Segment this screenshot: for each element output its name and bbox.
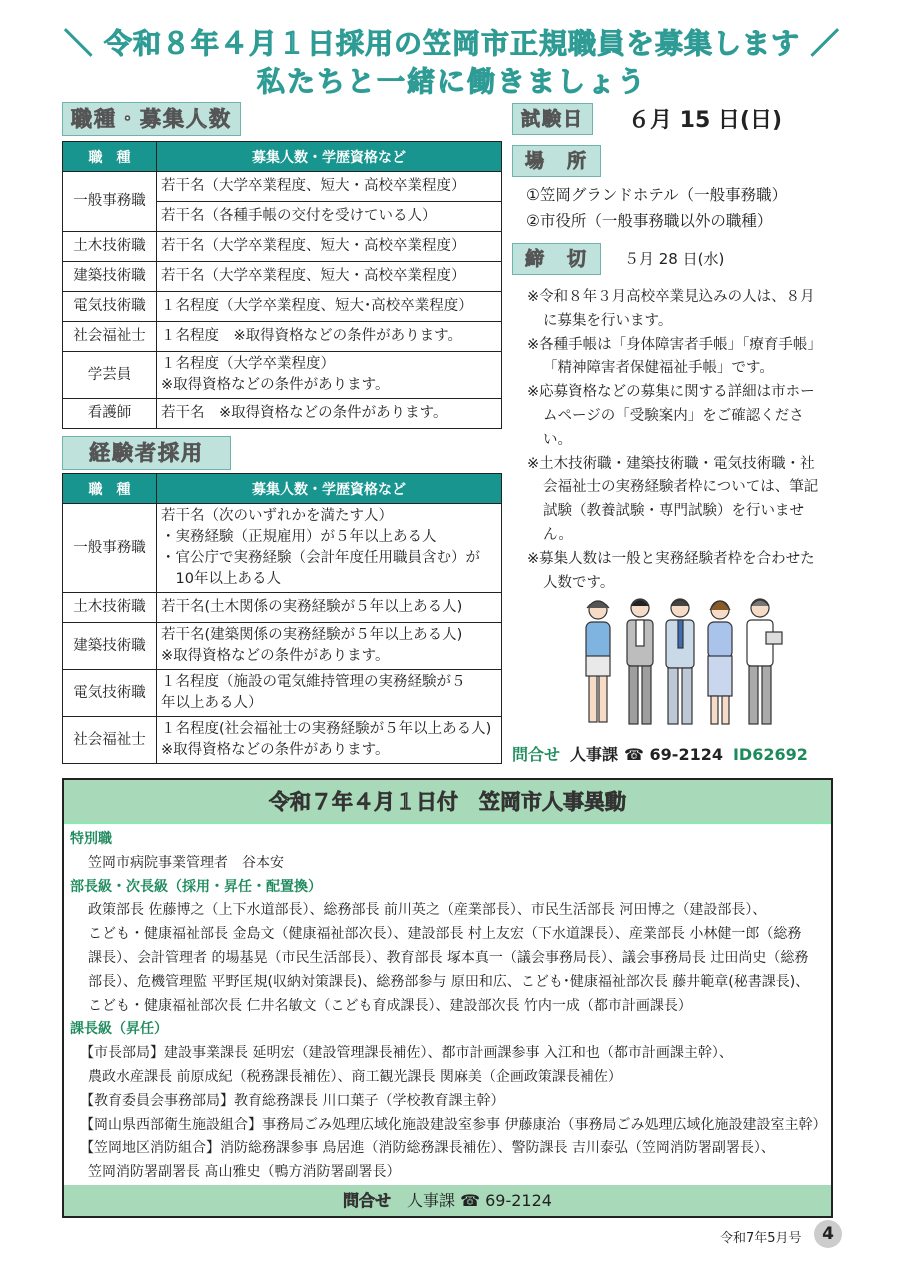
table-row [63,504,502,593]
job-detail-line: ※取得資格などの条件があります。 [161,742,390,758]
job-detail-line: 年以上ある人） [161,695,263,711]
job-title: 建築技術職 [63,623,157,670]
personnel-section-heading: 特別職 [70,831,112,847]
section-heading-positions: 職種・募集人数 [62,102,241,136]
job-title: 学芸員 [63,352,157,399]
table-row [63,593,502,623]
table-row [63,322,502,352]
personnel-contact-label: 問合せ [343,1191,392,1210]
job-title: 建築技術職 [63,262,157,292]
personnel-line: こども・健康福祉部長 金島文（健康福祉部次長）、建設部長 村上友宏（下水道課長）、産業部長 小林健一郎（総務 [88,926,802,943]
positions-table [62,141,502,429]
job-title: 一般事務職 [63,504,157,593]
job-detail-line: ・官公庁で実務経験（会計年度任用職員含む）が [161,550,480,566]
job-detail-line: １名程度（大学卒業程度） [161,356,335,372]
sub-title: 私たちと一緒に働きましょう [256,65,647,98]
job-detail [157,262,502,292]
personnel-line: 【教育委員会事務部局】教育総務課長 川口葉子（学校教育課主幹） [80,1092,505,1109]
personnel-line: 部長）、危機管理監 平野匡規(収納対策課長)、総務部参与 原田和広、こども･健康福祉部次長 藤井範章(秘書課長)、 [88,973,810,990]
personnel-line: こども・健康福祉部次長 仁井名敏文（こども育成課長）、建設部次長 竹内一成（都市計画課長） [88,997,692,1014]
job-detail [157,232,502,262]
personnel-section-heading: 部長級・次長級（採用・昇任・配置換） [70,878,322,895]
personnel-line: 【市長部局】建設事業課長 延明宏（建設管理課長補佐）、都市計画課参事 入江和也（都市計画課主幹）、 [80,1045,733,1062]
job-title: 一般事務職 [63,172,157,232]
job-detail-line: ・実務経験（正規雇用）が５年以上ある人 [161,529,437,545]
deadline: ５月 28 日(水) [624,250,725,268]
personnel-section-heading: 課長級（昇任） [70,1021,168,1038]
personnel-title: 令和７年４月１日付 笠岡市人事異動 [64,780,831,824]
job-detail [157,352,502,399]
exam-place-2: ②市役所（一般事務職以外の職種） [526,212,773,230]
experienced-table [62,473,502,764]
personnel-contact [64,1185,831,1216]
table-row [63,172,502,202]
personnel-changes-box [62,778,833,1218]
contact-info [512,742,808,765]
issue-date: 令和7年5月号 [720,1231,802,1246]
job-title: 社会福祉士 [63,322,157,352]
job-detail-line: １名程度（大学卒業程度、短大･高校卒業程度） [161,298,473,314]
note-item: ※令和８年３月高校卒業見込みの人は、８月に募集を行います。 [527,289,815,329]
job-detail [157,292,502,322]
job-detail-line: 若干名(建築関係の実務経験が５年以上ある人) [161,627,463,643]
job-detail: 若干名（大学卒業程度、短大・高校卒業程度） [157,172,502,202]
notes-list [527,286,827,595]
table-row [63,717,502,764]
job-detail-line: 若干名（次のいずれかを満たす人） [161,508,393,524]
contact-id: ID62692 [732,745,808,764]
exam-date-label: 試験日 [512,103,593,135]
job-title: 土木技術職 [63,593,157,623]
main-title: ＼ 令和８年４月１日採用の笠岡市正規職員を募集します ／ [64,27,840,60]
contact-phone: ☎ 69-2124 [624,745,723,764]
personnel-contact-text: 人事課 ☎ 69-2124 [407,1191,552,1210]
personnel-line: 政策部長 佐藤博之（上下水道部長）、総務部長 前川英之（産業部長）、市民生活部長 河田博之（建設部長）、 [88,902,767,919]
job-detail [157,322,502,352]
job-detail: 若干名（各種手帳の交付を受けている人） [157,202,502,232]
job-title: 看護師 [63,399,157,429]
job-detail-line: １名程度（施設の電気維持管理の実務経験が５ [161,674,466,690]
contact-label: 問合せ [512,745,561,764]
exam-date: ６月 15 日(日) [628,108,783,133]
personnel-line: 【岡山県西部衛生施設組合】事務局ごみ処理広域化施設建設室参事 伊藤康治（事務局ごみ処理広域化施設建設室主幹） [80,1116,827,1133]
job-title: 電気技術職 [63,292,157,322]
job-detail-line: ※取得資格などの条件があります。 [161,648,390,664]
table-row [63,623,502,670]
exam-place-label: 場 所 [512,145,601,177]
job-detail [157,504,502,593]
job-detail-line: １名程度 ※取得資格などの条件があります。 [161,328,462,344]
job-detail [157,399,502,429]
personnel-line: 笠岡市病院事業管理者 谷本安 [88,854,284,871]
job-title: 電気技術職 [63,670,157,717]
table-row [63,670,502,717]
exam-place-1: ①笠岡グランドホテル（一般事務職） [526,186,788,204]
personnel-line: 【笠岡地区消防組合】消防総務課参事 鳥居進（消防総務課長補佐）、警防課長 吉川泰弘（笠岡消防署副署長）、 [80,1140,775,1157]
job-detail-line: 10年以上ある人 [161,571,281,587]
job-detail-line: 若干名（大学卒業程度、短大・高校卒業程度） [161,268,466,284]
col-header-job: 職 種 [63,142,157,172]
table-row [63,352,502,399]
staff-illustration [570,596,790,736]
job-detail-line: １名程度(社会福祉士の実務経験が５年以上ある人) [161,721,492,737]
personnel-line: 農政水産課長 前原成紀（税務課長補佐）、商工観光課長 関麻美（企画政策課長補佐） [88,1068,622,1085]
job-title: 社会福祉士 [63,717,157,764]
note-item: ※募集人数は一般と実務経験者枠を合わせた人数です。 [527,550,815,591]
personnel-list [70,828,827,1185]
page-number: 4 [814,1220,842,1248]
deadline-label: 締 切 [512,243,601,275]
col-header-job: 職 種 [63,474,157,504]
job-detail [157,593,502,623]
table-row [63,232,502,262]
job-detail-line: ※取得資格などの条件があります。 [161,377,390,393]
note-item: ※土木技術職・建築技術職・電気技術職・社会福祉士の実務経験者枠については、筆記試験（教養試験・専門試験）を行いません。 [527,455,819,543]
table-row [63,292,502,322]
job-detail [157,670,502,717]
job-title: 土木技術職 [63,232,157,262]
job-detail-line: 若干名（大学卒業程度、短大・高校卒業程度） [161,238,466,254]
job-detail [157,717,502,764]
job-detail-line: 若干名(土木関係の実務経験が５年以上ある人) [161,599,463,615]
job-detail-line: 若干名 ※取得資格などの条件があります。 [161,405,448,421]
section-heading-experienced: 経験者採用 [62,436,231,470]
personnel-line: 課長）、会計管理者 的場基晃（市民生活部長）、教育部長 塚本真一（議会事務局長）、議会事務局長 辻田尚史（総務 [88,949,809,966]
col-header-details: 募集人数・学歴資格など [157,474,502,504]
job-detail [157,623,502,670]
contact-dept: 人事課 [570,745,619,764]
table-row [63,399,502,429]
personnel-line: 笠岡消防署副署長 髙山雅史（鴨方消防署副署長） [88,1164,401,1181]
note-item: ※各種手帳は「身体障害者手帳」「療育手帳」「精神障害者保健福祉手帳」です。 [527,336,822,377]
table-row [63,262,502,292]
col-header-details: 募集人数・学歴資格など [157,142,502,172]
note-item: ※応募資格などの募集に関する詳細は市ホームページの「受験案内」をご確認ください。 [527,384,815,448]
